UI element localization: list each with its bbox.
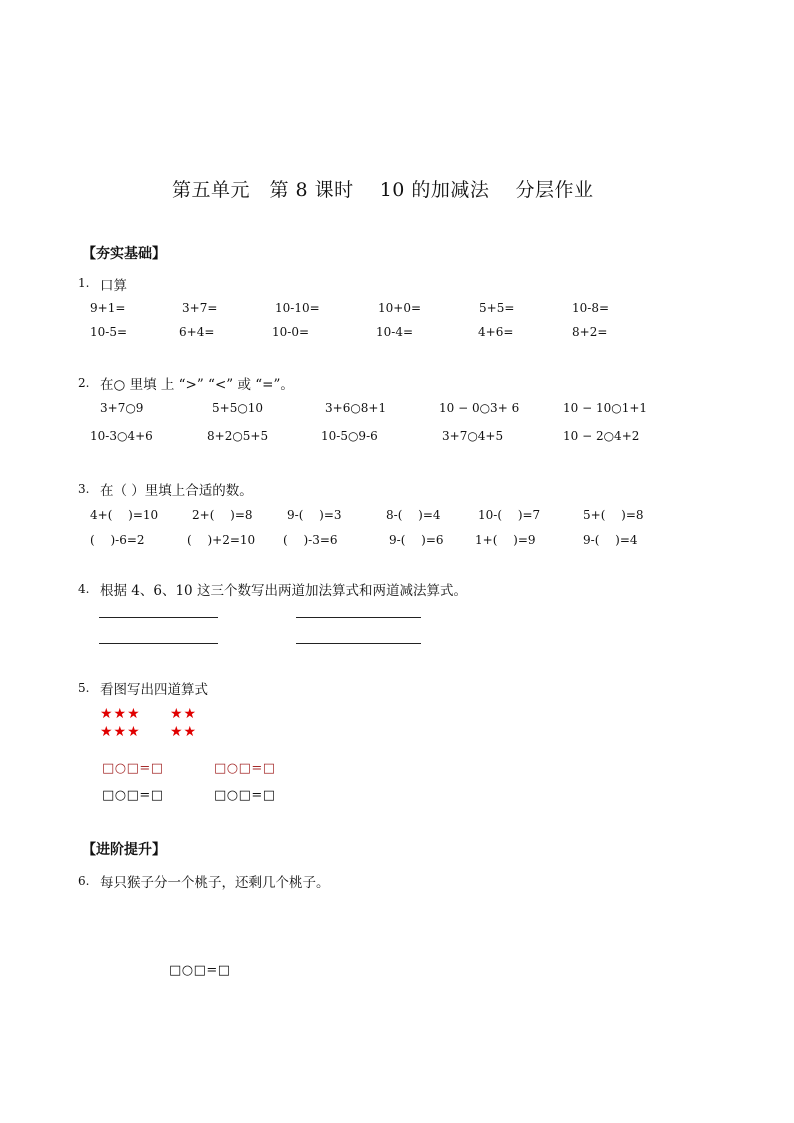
q3-expr: 4+( )=10	[90, 508, 159, 522]
question-3-number: 3.	[78, 482, 90, 496]
q1-expr: 10-4=	[376, 325, 414, 339]
q3-expr: ( )+2=10	[187, 533, 256, 547]
question-6-number: 6.	[78, 874, 90, 888]
q1-expr: 3+7=	[182, 301, 218, 315]
question-5-number: 5.	[78, 681, 90, 695]
q3-expr: 9-( )=3	[287, 508, 342, 522]
q1-expr: 10-5=	[90, 325, 128, 339]
q1-expr: 4+6=	[478, 325, 514, 339]
equation-template[interactable]: □○□=□	[214, 788, 276, 803]
section-heading-basic: 【夯实基础】	[82, 246, 166, 262]
q2-expr: 10 − 2○4+2	[563, 429, 640, 443]
question-3-text: 在（ ）里填上合适的数。	[100, 483, 253, 499]
answer-line[interactable]	[296, 617, 421, 618]
answer-line[interactable]	[99, 643, 218, 644]
star-icon-group: ★★	[170, 724, 198, 740]
q2-expr: 3+7○4+5	[442, 429, 504, 443]
star-icon-group: ★★	[170, 706, 198, 722]
star-icon-group: ★★★	[100, 706, 141, 722]
question-4-number: 4.	[78, 582, 90, 596]
q3-expr: 2+( )=8	[192, 508, 253, 522]
question-1-number: 1.	[78, 276, 90, 290]
question-2-number: 2.	[78, 376, 90, 390]
section-heading-advanced: 【进阶提升】	[82, 842, 166, 858]
equation-template[interactable]: □○□=□	[214, 761, 276, 776]
answer-line[interactable]	[296, 643, 421, 644]
q1-expr: 10-10=	[275, 301, 320, 315]
q3-expr: ( )-6=2	[90, 533, 145, 547]
star-icon-group: ★★★	[100, 724, 141, 740]
question-5-text: 看图写出四道算式	[100, 682, 208, 698]
q2-expr: 10 − 0○3+ 6	[439, 401, 520, 415]
question-4-text: 根据 4、6、10 这三个数写出两道加法算式和两道减法算式。	[100, 583, 467, 599]
question-6-text: 每只猴子分一个桃子，还剩几个桃子。	[100, 875, 330, 891]
q1-expr: 10-8=	[572, 301, 610, 315]
q2-expr: 3+7○9	[100, 401, 144, 415]
q1-expr: 9+1=	[90, 301, 126, 315]
q1-expr: 5+5=	[479, 301, 515, 315]
q3-expr: ( )-3=6	[283, 533, 338, 547]
question-1-text: 口算	[100, 278, 127, 294]
q2-expr: 5+5○10	[212, 401, 264, 415]
q3-expr: 5+( )=8	[583, 508, 644, 522]
equation-template[interactable]: □○□=□	[102, 761, 164, 776]
q3-expr: 9-( )=4	[583, 533, 638, 547]
q3-expr: 10-( )=7	[478, 508, 541, 522]
answer-line[interactable]	[99, 617, 218, 618]
q3-expr: 9-( )=6	[389, 533, 444, 547]
q2-expr: 10-5○9-6	[321, 429, 378, 443]
q2-expr: 10 − 10○1+1	[563, 401, 648, 415]
q3-expr: 1+( )=9	[475, 533, 536, 547]
question-2-text: 在○ 里填 上 “>” “<” 或 “=”。	[100, 377, 294, 393]
q2-expr: 8+2○5+5	[207, 429, 269, 443]
q2-expr: 3+6○8+1	[325, 401, 387, 415]
q1-expr: 10-0=	[272, 325, 310, 339]
q2-expr: 10-3○4+6	[90, 429, 153, 443]
q1-expr: 8+2=	[572, 325, 608, 339]
q1-expr: 6+4=	[179, 325, 215, 339]
equation-template[interactable]: □○□=□	[169, 963, 231, 978]
equation-template[interactable]: □○□=□	[102, 788, 164, 803]
q1-expr: 10+0=	[378, 301, 422, 315]
q3-expr: 8-( )=4	[386, 508, 441, 522]
page-title: 第五单元 第 8 课时 10 的加减法 分层作业	[172, 179, 594, 201]
